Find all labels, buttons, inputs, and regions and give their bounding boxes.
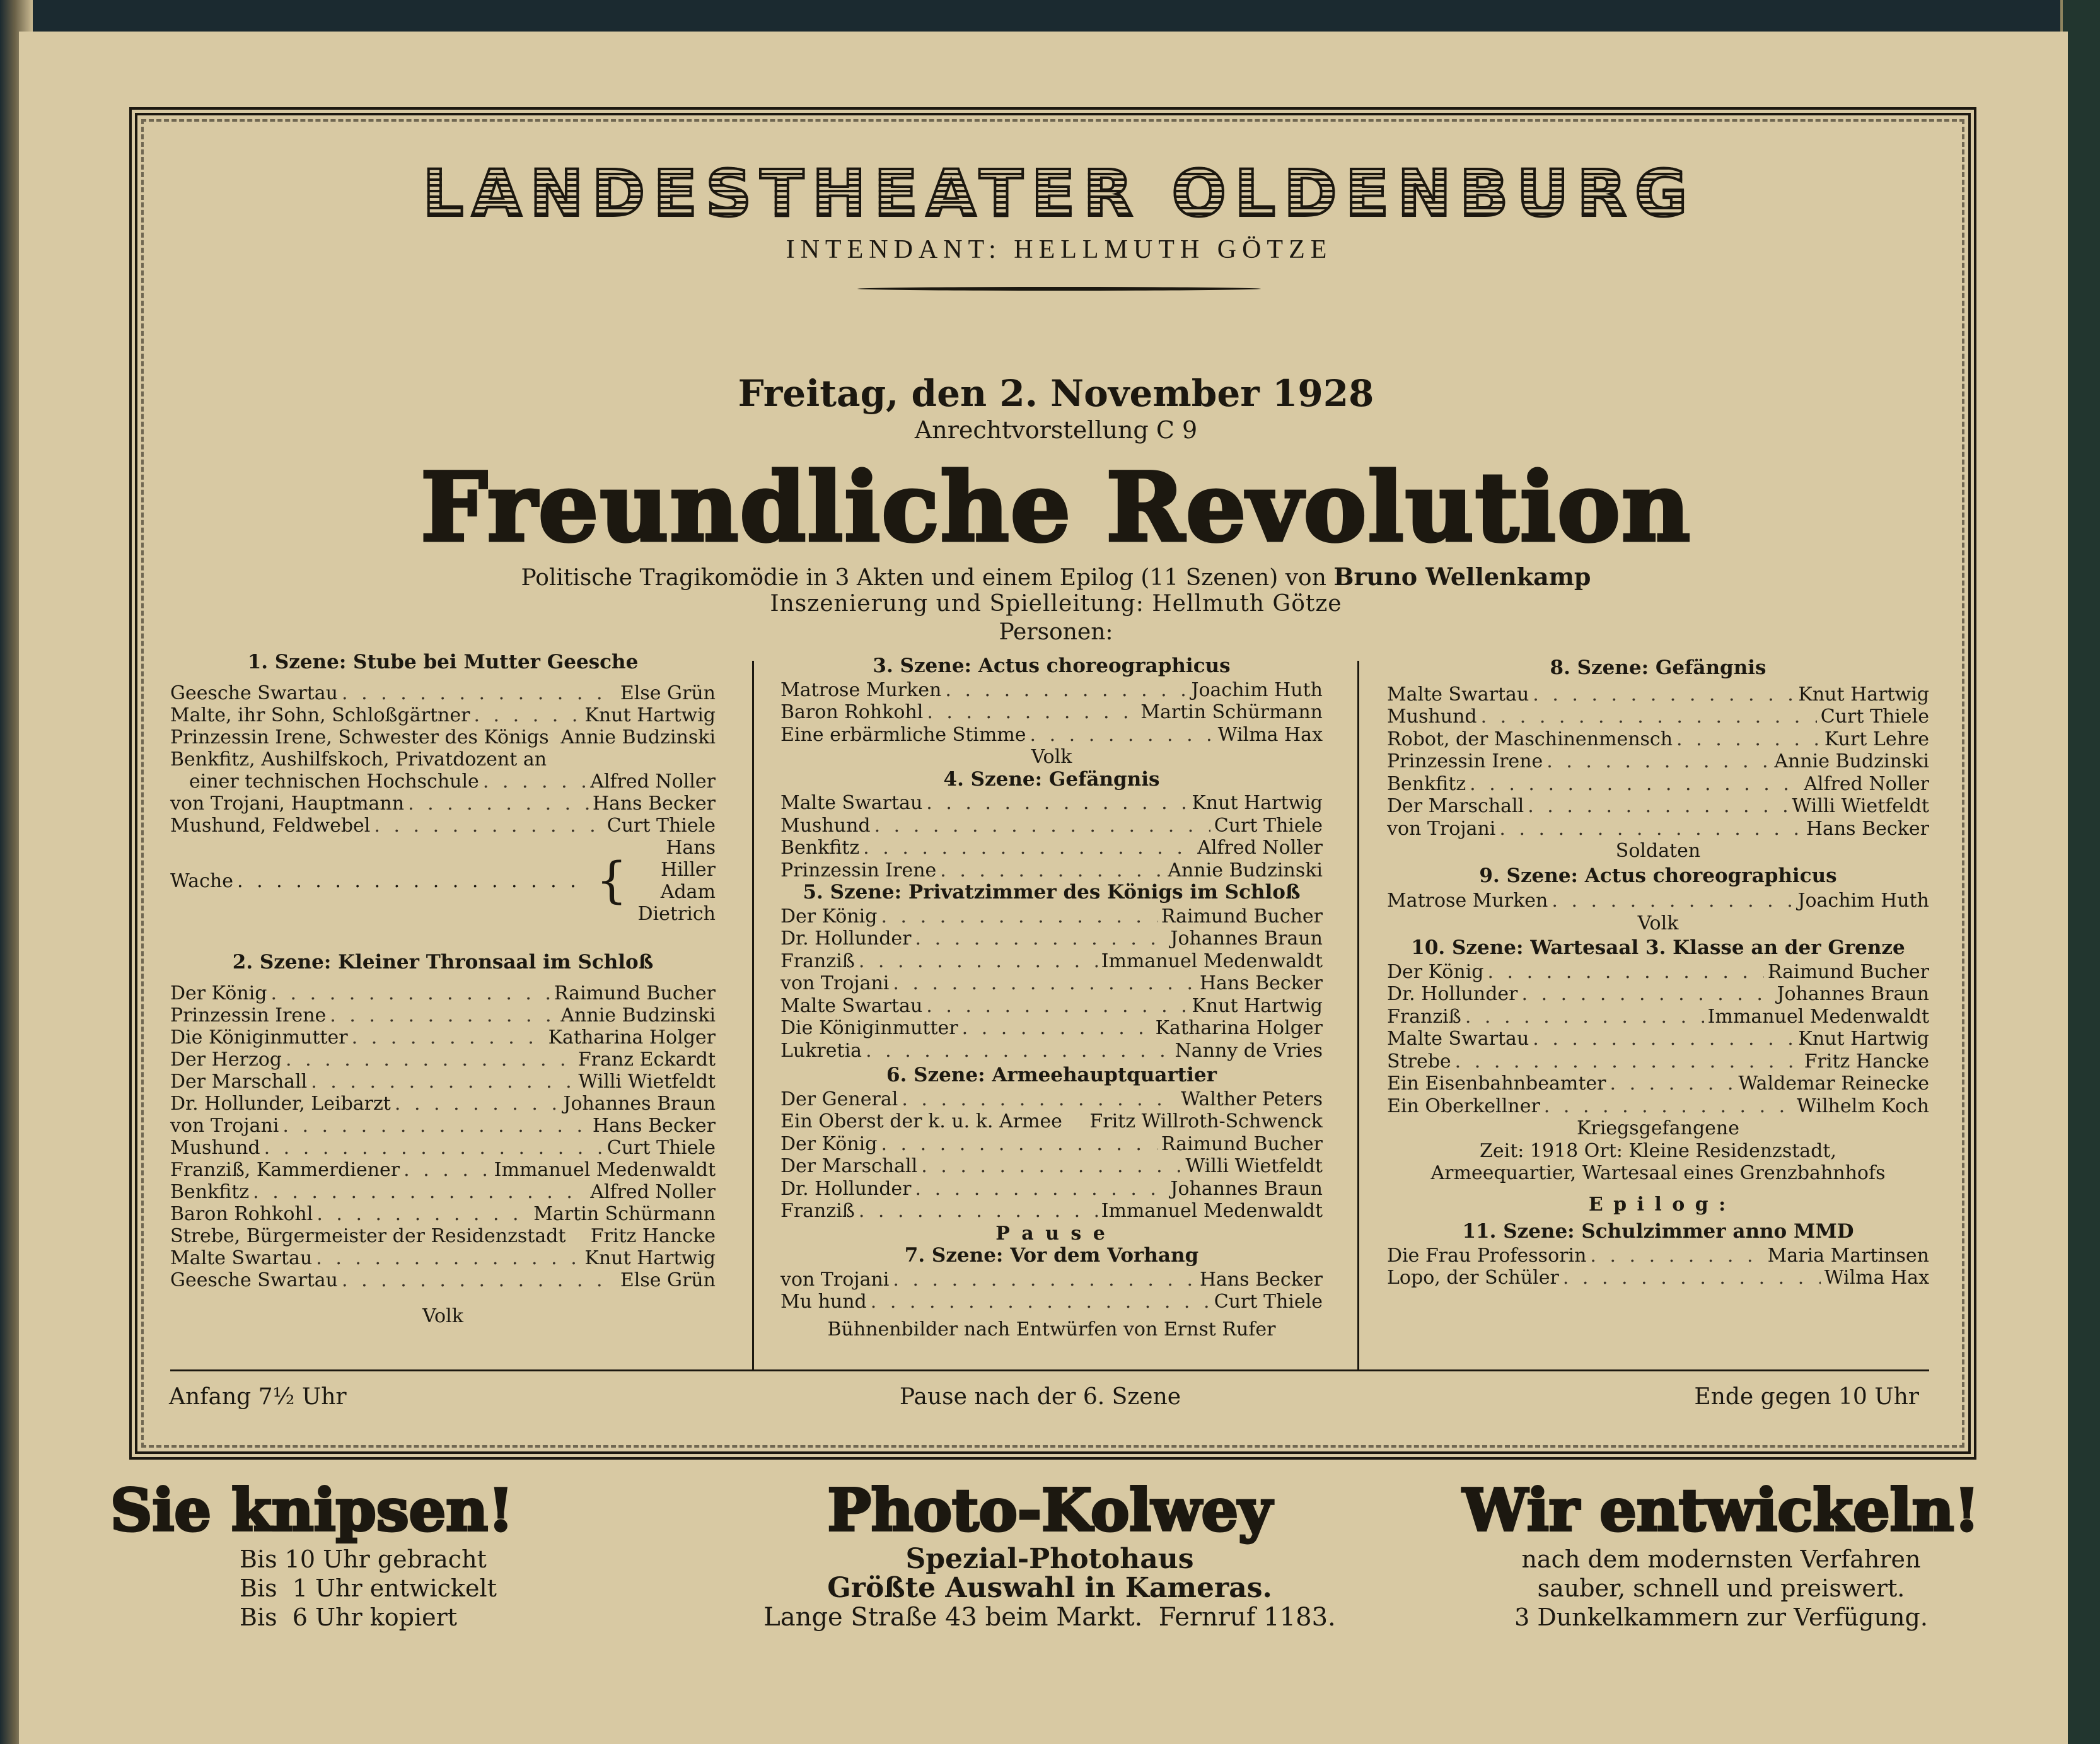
cast-row xyxy=(780,1178,1323,1200)
header-rule xyxy=(857,287,1261,291)
leader-dots xyxy=(902,1088,1177,1111)
actor: Fritz Willroth-Schwenck xyxy=(1089,1110,1323,1132)
ensemble-note: Volk xyxy=(1031,746,1072,768)
actor: Immanuel Medenwaldt xyxy=(1101,950,1323,972)
spacer xyxy=(170,925,716,946)
ad-headline: Wir entwickeln! xyxy=(1463,1476,1980,1544)
scene-heading: 7. Szene: Vor dem Vorhang xyxy=(904,1244,1199,1267)
role: Malte Swartau xyxy=(1387,683,1529,706)
cast-row xyxy=(780,1291,1323,1313)
ad-line: Bis 1 Uhr entwickelt xyxy=(240,1574,497,1602)
ad-headline: Sie knipsen! xyxy=(110,1476,514,1544)
actor: Alfred Noller xyxy=(1197,837,1323,859)
scene-heading: 6. Szene: Armeehauptquartier xyxy=(886,1064,1217,1086)
cast-row xyxy=(170,815,716,837)
role: Franziß, Kammerdiener xyxy=(170,1159,400,1181)
ad-subheadline: Spezial-Photohaus xyxy=(905,1543,1194,1575)
cast-row xyxy=(780,701,1323,724)
role: Mushund, Feldwebel xyxy=(170,815,371,837)
role: Die Frau Professorin xyxy=(1387,1244,1587,1267)
ensemble-note: Kriegsgefangene xyxy=(1576,1117,1739,1139)
cast-row xyxy=(170,1181,716,1203)
role: Benkfitz xyxy=(170,1181,250,1203)
role: Lopo, der Schüler xyxy=(1387,1267,1559,1289)
role: Prinzessin Irene xyxy=(170,1004,327,1026)
actor: Fritz Hancke xyxy=(1804,1050,1929,1073)
time-place-line: Zeit: 1918 Ort: Kleine Residenzstadt, xyxy=(1480,1139,1836,1162)
actor: Knut Hartwig xyxy=(1798,683,1929,706)
cast-row xyxy=(780,1088,1323,1111)
actor: Wilhelm Koch xyxy=(1797,1095,1929,1117)
cast-row xyxy=(170,1247,716,1269)
role: Mu hund xyxy=(780,1291,867,1313)
column-divider-2 xyxy=(1357,661,1359,1370)
actor: Knut Hartwig xyxy=(584,1247,716,1269)
cast-row xyxy=(1387,1028,1929,1050)
start-time: Anfang 7½ Uhr xyxy=(169,1384,347,1410)
actor: Johannes Braun xyxy=(1170,1177,1323,1200)
actor: Immanuel Medenwaldt xyxy=(494,1159,716,1181)
actor: Alfred Noller xyxy=(590,1181,716,1203)
cast-row xyxy=(780,1017,1323,1040)
actor: Annie Budzinski xyxy=(1774,750,1929,772)
cast-row xyxy=(780,792,1323,815)
role: Der General xyxy=(780,1088,898,1110)
role: Strebe, Bürgermeister der Residenzstadt xyxy=(170,1225,566,1247)
cast-row xyxy=(780,1040,1323,1062)
leader-dots xyxy=(1546,750,1770,773)
cast-row xyxy=(170,726,716,748)
actor: Joachim Huth xyxy=(1797,890,1929,912)
role: Malte Swartau xyxy=(780,792,923,814)
cast-row xyxy=(1387,1267,1929,1289)
role: von Trojani xyxy=(1387,817,1496,840)
leader-dots xyxy=(915,927,1167,950)
actor: Nanny de Vries xyxy=(1175,1039,1323,1062)
actor: Annie Budzinski xyxy=(1168,859,1323,881)
cast-row xyxy=(170,1159,716,1181)
role: Der Marschall xyxy=(780,1155,918,1177)
cast-row xyxy=(1387,683,1929,706)
actor: Alfred Noller xyxy=(590,770,716,793)
leader-dots xyxy=(264,1137,603,1159)
role: Ein Oberkellner xyxy=(1387,1095,1540,1117)
actor: Adam Dietrich xyxy=(637,881,716,925)
leader-dots xyxy=(881,905,1157,928)
role: Prinzessin Irene xyxy=(1387,750,1543,772)
actor: Curt Thiele xyxy=(1214,1291,1323,1313)
actor: Else Grün xyxy=(620,1269,716,1291)
leader-dots xyxy=(871,1291,1210,1313)
role: Malte Swartau xyxy=(170,1247,313,1269)
cast-row xyxy=(780,815,1323,837)
subtitle-text: Politische Tragikomödie in 3 Akten und einem Epilog (11 Szenen) von xyxy=(521,565,1326,591)
role: Dr. Hollunder xyxy=(780,927,912,950)
cast-row xyxy=(170,982,716,1004)
scene-heading: 9. Szene: Actus choreographicus xyxy=(1479,864,1837,887)
cast-row xyxy=(1387,1245,1929,1267)
actor: Kurt Lehre xyxy=(1824,728,1929,750)
leader-dots xyxy=(286,1049,574,1071)
leader-dots xyxy=(237,870,589,892)
ad-line: sauber, schnell und preiswert. xyxy=(1537,1574,1905,1602)
role: von Trojani, Hauptmann xyxy=(170,793,405,815)
cast-row xyxy=(170,770,716,793)
leader-dots xyxy=(1544,1095,1793,1118)
cast-row xyxy=(1387,706,1929,728)
actor: Hans Becker xyxy=(1806,817,1929,840)
role: Matrose Murken xyxy=(780,678,942,701)
role: Malte Swartau xyxy=(780,994,923,1017)
leader-dots xyxy=(859,1200,1098,1223)
actor: Hans Becker xyxy=(592,1115,716,1137)
role: Matrose Murken xyxy=(1387,890,1548,912)
role: Mushund xyxy=(170,1137,260,1159)
role: Lukretia xyxy=(780,1039,862,1062)
actor: Hans Becker xyxy=(592,793,716,815)
ensemble-note: Volk xyxy=(422,1305,463,1327)
cast-row xyxy=(1387,1050,1929,1073)
actor: Curt Thiele xyxy=(1820,706,1929,728)
leader-dots xyxy=(1533,1028,1794,1050)
actor: Johannes Braun xyxy=(1777,983,1929,1005)
role: Franziß xyxy=(780,1200,855,1222)
role: Prinzessin Irene xyxy=(780,859,937,881)
cast-row xyxy=(1387,1073,1929,1095)
intendant-line: INTENDANT: HELLMUTH GÖTZE xyxy=(786,235,1333,264)
leader-dots xyxy=(893,1269,1195,1291)
actor: Knut Hartwig xyxy=(1192,994,1323,1017)
direction-line: Inszenierung und Spielleitung: Hellmuth Götze xyxy=(770,591,1342,617)
role: Dr. Hollunder xyxy=(1387,983,1518,1005)
leader-dots xyxy=(311,1071,574,1093)
cast-row xyxy=(1387,818,1929,840)
actor: Martin Schürmann xyxy=(1140,701,1323,723)
cast-row xyxy=(1387,750,1929,773)
role: Dr. Hollunder, Leibarzt xyxy=(170,1093,391,1115)
leader-dots xyxy=(316,1247,581,1269)
leader-dots xyxy=(374,815,603,837)
ensemble-note: Volk xyxy=(1637,912,1679,934)
role: Geesche Swartau xyxy=(170,1269,339,1291)
ad-right xyxy=(1425,1475,2017,1632)
ad-subheadline: Größte Auswahl in Kameras. xyxy=(827,1572,1272,1604)
actor: Knut Hartwig xyxy=(584,704,716,726)
cast-row xyxy=(170,793,716,815)
pause-note: P a u s e xyxy=(995,1222,1108,1245)
leader-dots xyxy=(1465,1006,1704,1028)
cast-row xyxy=(170,1203,716,1225)
cast-row xyxy=(1387,773,1929,796)
cast-row xyxy=(170,1093,716,1115)
role: Strebe xyxy=(1387,1050,1451,1073)
leader-dots xyxy=(874,815,1210,837)
leader-dots xyxy=(927,701,1137,724)
actor: Johannes Braun xyxy=(563,1093,716,1115)
cast-row xyxy=(170,1137,716,1159)
stage-design-credit: Bühnenbilder nach Entwürfen von Ernst Rufer xyxy=(827,1318,1276,1340)
cast-column-3 xyxy=(1387,656,1929,1289)
cast-row xyxy=(780,679,1323,702)
leader-dots xyxy=(473,704,581,726)
ad-line: Bis 10 Uhr gebracht xyxy=(240,1545,487,1573)
leader-dots xyxy=(1487,961,1763,984)
role: Der Marschall xyxy=(1387,795,1524,817)
cast-row xyxy=(1387,728,1929,751)
role: Baron Rohkohl xyxy=(170,1203,313,1225)
cast-row xyxy=(170,1049,716,1071)
leader-dots xyxy=(1610,1073,1735,1095)
scene-heading: 8. Szene: Gefängnis xyxy=(1550,656,1766,679)
leader-dots xyxy=(945,679,1187,702)
actor: Hans Becker xyxy=(1199,1268,1323,1291)
leader-dots xyxy=(1552,890,1794,912)
ad-headline: Photo-Kolwey xyxy=(827,1476,1272,1544)
scene-heading: 4. Szene: Gefängnis xyxy=(943,767,1160,791)
role: Ein Eisenbahnbeamter xyxy=(1387,1073,1606,1095)
actor: Raimund Bucher xyxy=(1767,960,1929,983)
scene-heading: 3. Szene: Actus choreographicus xyxy=(873,654,1231,677)
actor: Katharina Holger xyxy=(1155,1017,1323,1039)
actor: Maria Martinsen xyxy=(1767,1244,1929,1267)
role: einer technischen Hochschule xyxy=(189,770,479,793)
leader-dots xyxy=(330,1004,557,1026)
ad-left xyxy=(110,1475,602,1632)
leader-dots xyxy=(921,1155,1181,1178)
actor: Knut Hartwig xyxy=(1798,1028,1929,1050)
role: Malte Swartau xyxy=(1387,1028,1529,1050)
leader-dots xyxy=(1563,1267,1821,1289)
cast-row xyxy=(780,995,1323,1018)
leader-dots xyxy=(408,793,589,815)
cast-row xyxy=(780,1155,1323,1178)
role: Robot, der Maschinenmensch xyxy=(1387,728,1673,750)
actor: Curt Thiele xyxy=(1214,814,1323,837)
column-divider-1 xyxy=(752,661,754,1370)
scene-heading: 11. Szene: Schulzimmer anno MMD xyxy=(1462,1220,1854,1243)
actor: Walther Peters xyxy=(1181,1088,1323,1110)
leader-dots xyxy=(926,995,1188,1018)
role: Dr. Hollunder xyxy=(780,1177,912,1200)
leader-dots xyxy=(915,1178,1167,1200)
role: Franziß xyxy=(1387,1005,1461,1028)
leader-dots xyxy=(342,682,617,704)
role: Malte, ihr Sohn, Schloßgärtner xyxy=(170,704,470,726)
actor: Curt Thiele xyxy=(606,815,716,837)
actor: Raimund Bucher xyxy=(554,982,716,1004)
actor: Willi Wietfeldt xyxy=(1792,795,1929,817)
subscription-line: Anrechtvorstellung C 9 xyxy=(914,416,1198,444)
leader-dots xyxy=(863,837,1193,859)
leader-dots xyxy=(1470,773,1800,796)
actor-group xyxy=(634,837,716,925)
scene-heading: 10. Szene: Wartesaal 3. Klasse an der Grenze xyxy=(1411,936,1905,959)
actor: Wilma Hax xyxy=(1217,723,1323,746)
cast-row xyxy=(170,682,716,704)
role: Ein Oberst der k. u. k. Armee xyxy=(780,1110,1062,1132)
leader-dots xyxy=(866,1040,1171,1062)
leader-dots xyxy=(881,1133,1157,1156)
actor: Annie Budzinski xyxy=(560,726,716,748)
role: Der König xyxy=(780,1132,878,1155)
time-place-line: Armeequartier, Wartesaal eines Grenzbahnhofs xyxy=(1430,1162,1886,1184)
leader-dots xyxy=(1522,983,1773,1006)
actor: Hans Becker xyxy=(1199,972,1323,994)
actor: Annie Budzinski xyxy=(560,1004,716,1026)
leader-dots xyxy=(282,1115,588,1137)
actor: Katharina Holger xyxy=(548,1026,716,1049)
leader-dots xyxy=(395,1093,560,1115)
pause-note: Pause nach der 6. Szene xyxy=(899,1384,1181,1410)
cast-row xyxy=(1387,1006,1929,1028)
leader-dots xyxy=(1533,683,1794,706)
role: Prinzessin Irene, Schwester des Königs xyxy=(170,726,549,748)
actor: Fritz Hancke xyxy=(590,1225,716,1247)
cast-row xyxy=(170,1026,716,1049)
play-title: Freundliche Revolution xyxy=(420,452,1692,563)
role: von Trojani xyxy=(170,1115,279,1137)
scene-heading: 5. Szene: Privatzimmer des Königs im Schloß xyxy=(803,881,1301,904)
cast-row xyxy=(170,1225,716,1247)
persons-heading: Personen: xyxy=(999,619,1113,645)
actor: Joachim Huth xyxy=(1191,678,1323,701)
ad-address: Lange Straße 43 beim Markt. Fernruf 1183. xyxy=(763,1603,1336,1632)
leader-dots xyxy=(352,1026,545,1049)
leader-dots xyxy=(859,950,1098,973)
actor: Alfred Noller xyxy=(1804,772,1929,795)
role: Der Marschall xyxy=(170,1071,308,1093)
cast-row xyxy=(780,724,1323,747)
leader-dots xyxy=(1481,706,1817,728)
cast-column-2 xyxy=(780,653,1323,1340)
cast-row xyxy=(170,1071,716,1093)
leader-dots xyxy=(940,859,1164,882)
footer-rule xyxy=(170,1369,1929,1371)
leader-dots xyxy=(316,1203,530,1225)
cast-row xyxy=(170,1004,716,1026)
performance-date: Freitag, den 2. November 1928 xyxy=(738,372,1374,415)
leader-dots xyxy=(270,982,550,1004)
cast-row xyxy=(170,1115,716,1137)
actor: Raimund Bucher xyxy=(1161,1132,1323,1155)
cast-row xyxy=(780,859,1323,882)
role: Der Herzog xyxy=(170,1049,282,1071)
cast-row xyxy=(1387,961,1929,984)
cast-row xyxy=(170,704,716,726)
actor: Franz Eckardt xyxy=(577,1049,716,1071)
cast-row xyxy=(780,927,1323,950)
actor: Raimund Bucher xyxy=(1161,905,1323,927)
leader-dots xyxy=(1030,724,1214,747)
scene-heading: 2. Szene: Kleiner Thronsaal im Schloß xyxy=(232,951,654,974)
role: Der König xyxy=(1387,960,1484,983)
actor: Martin Schürmann xyxy=(533,1203,716,1225)
role: Wache xyxy=(170,869,233,892)
role: Mushund xyxy=(1387,706,1477,728)
brace-glyph: { xyxy=(596,852,627,909)
leader-dots xyxy=(483,770,586,793)
role: von Trojani xyxy=(780,1268,890,1291)
actor: Immanuel Medenwaldt xyxy=(1101,1200,1323,1222)
leader-dots xyxy=(342,1269,617,1291)
actor: Waldemar Reinecke xyxy=(1738,1073,1929,1095)
cast-row xyxy=(1387,1095,1929,1118)
leader-dots xyxy=(403,1159,490,1181)
role: Die Königinmutter xyxy=(780,1017,958,1039)
epilog-heading: E p i l o g : xyxy=(1588,1193,1728,1216)
leader-dots xyxy=(893,972,1195,995)
cast-row xyxy=(780,950,1323,973)
cast-row xyxy=(780,1200,1323,1223)
actor: Johannes Braun xyxy=(1170,927,1323,950)
cast-row xyxy=(780,1110,1323,1133)
scene-heading: 1. Szene: Stube bei Mutter Geesche xyxy=(247,651,639,673)
role: Geesche Swartau xyxy=(170,682,339,704)
cast-row xyxy=(780,905,1323,928)
cast-row-wache xyxy=(170,837,716,925)
cast-row xyxy=(1387,795,1929,818)
ensemble-note: Soldaten xyxy=(1615,840,1701,862)
role: Mushund xyxy=(780,814,871,837)
role: Benkfitz xyxy=(780,837,860,859)
role: Eine erbärmliche Stimme xyxy=(780,723,1026,746)
leader-dots xyxy=(926,792,1188,815)
role-line: Benkfitz, Aushilfskoch, Privatdozent an xyxy=(170,748,547,770)
ad-line: Bis 6 Uhr kopiert xyxy=(240,1603,458,1631)
author-name: Bruno Wellenkamp xyxy=(1333,562,1591,591)
role: Der König xyxy=(780,905,878,927)
ad-line: 3 Dunkelkammern zur Verfügung. xyxy=(1514,1603,1928,1631)
actor: Willi Wietfeldt xyxy=(1185,1155,1323,1177)
actor: Knut Hartwig xyxy=(1192,792,1323,814)
actor: Hans Hiller xyxy=(660,837,716,881)
cast-row xyxy=(1387,983,1929,1006)
cast-row xyxy=(1387,890,1929,912)
ad-center xyxy=(719,1475,1381,1632)
actor: Curt Thiele xyxy=(606,1137,716,1159)
play-subtitle xyxy=(315,562,1797,591)
leader-dots xyxy=(1676,728,1821,751)
cast-row xyxy=(780,972,1323,995)
leader-dots xyxy=(962,1017,1152,1040)
role: Der König xyxy=(170,982,267,1004)
actor: Immanuel Medenwaldt xyxy=(1707,1005,1929,1028)
leader-dots xyxy=(253,1181,586,1203)
leader-dots xyxy=(1455,1050,1801,1073)
leader-dots xyxy=(1499,818,1802,840)
cast-column-1 xyxy=(170,646,716,1327)
cast-row xyxy=(780,837,1323,859)
role: von Trojani xyxy=(780,972,890,994)
end-time: Ende gegen 10 Uhr xyxy=(1694,1384,1919,1410)
cast-row xyxy=(170,1269,716,1291)
leader-dots xyxy=(1528,795,1788,818)
cast-row xyxy=(780,1133,1323,1156)
actor: Wilma Hax xyxy=(1824,1267,1929,1289)
role: Benkfitz xyxy=(1387,772,1466,795)
ad-line: nach dem modernsten Verfahren xyxy=(1521,1545,1921,1573)
role: Baron Rohkohl xyxy=(780,701,924,723)
role: Franziß xyxy=(780,950,855,972)
theater-name: LANDESTHEATER OLDENBURG xyxy=(240,156,1879,232)
actor: Else Grün xyxy=(620,682,716,704)
cast-row xyxy=(780,1269,1323,1291)
role: Die Königinmutter xyxy=(170,1026,348,1049)
leader-dots xyxy=(1590,1245,1763,1267)
actor: Willi Wietfeldt xyxy=(578,1071,716,1093)
